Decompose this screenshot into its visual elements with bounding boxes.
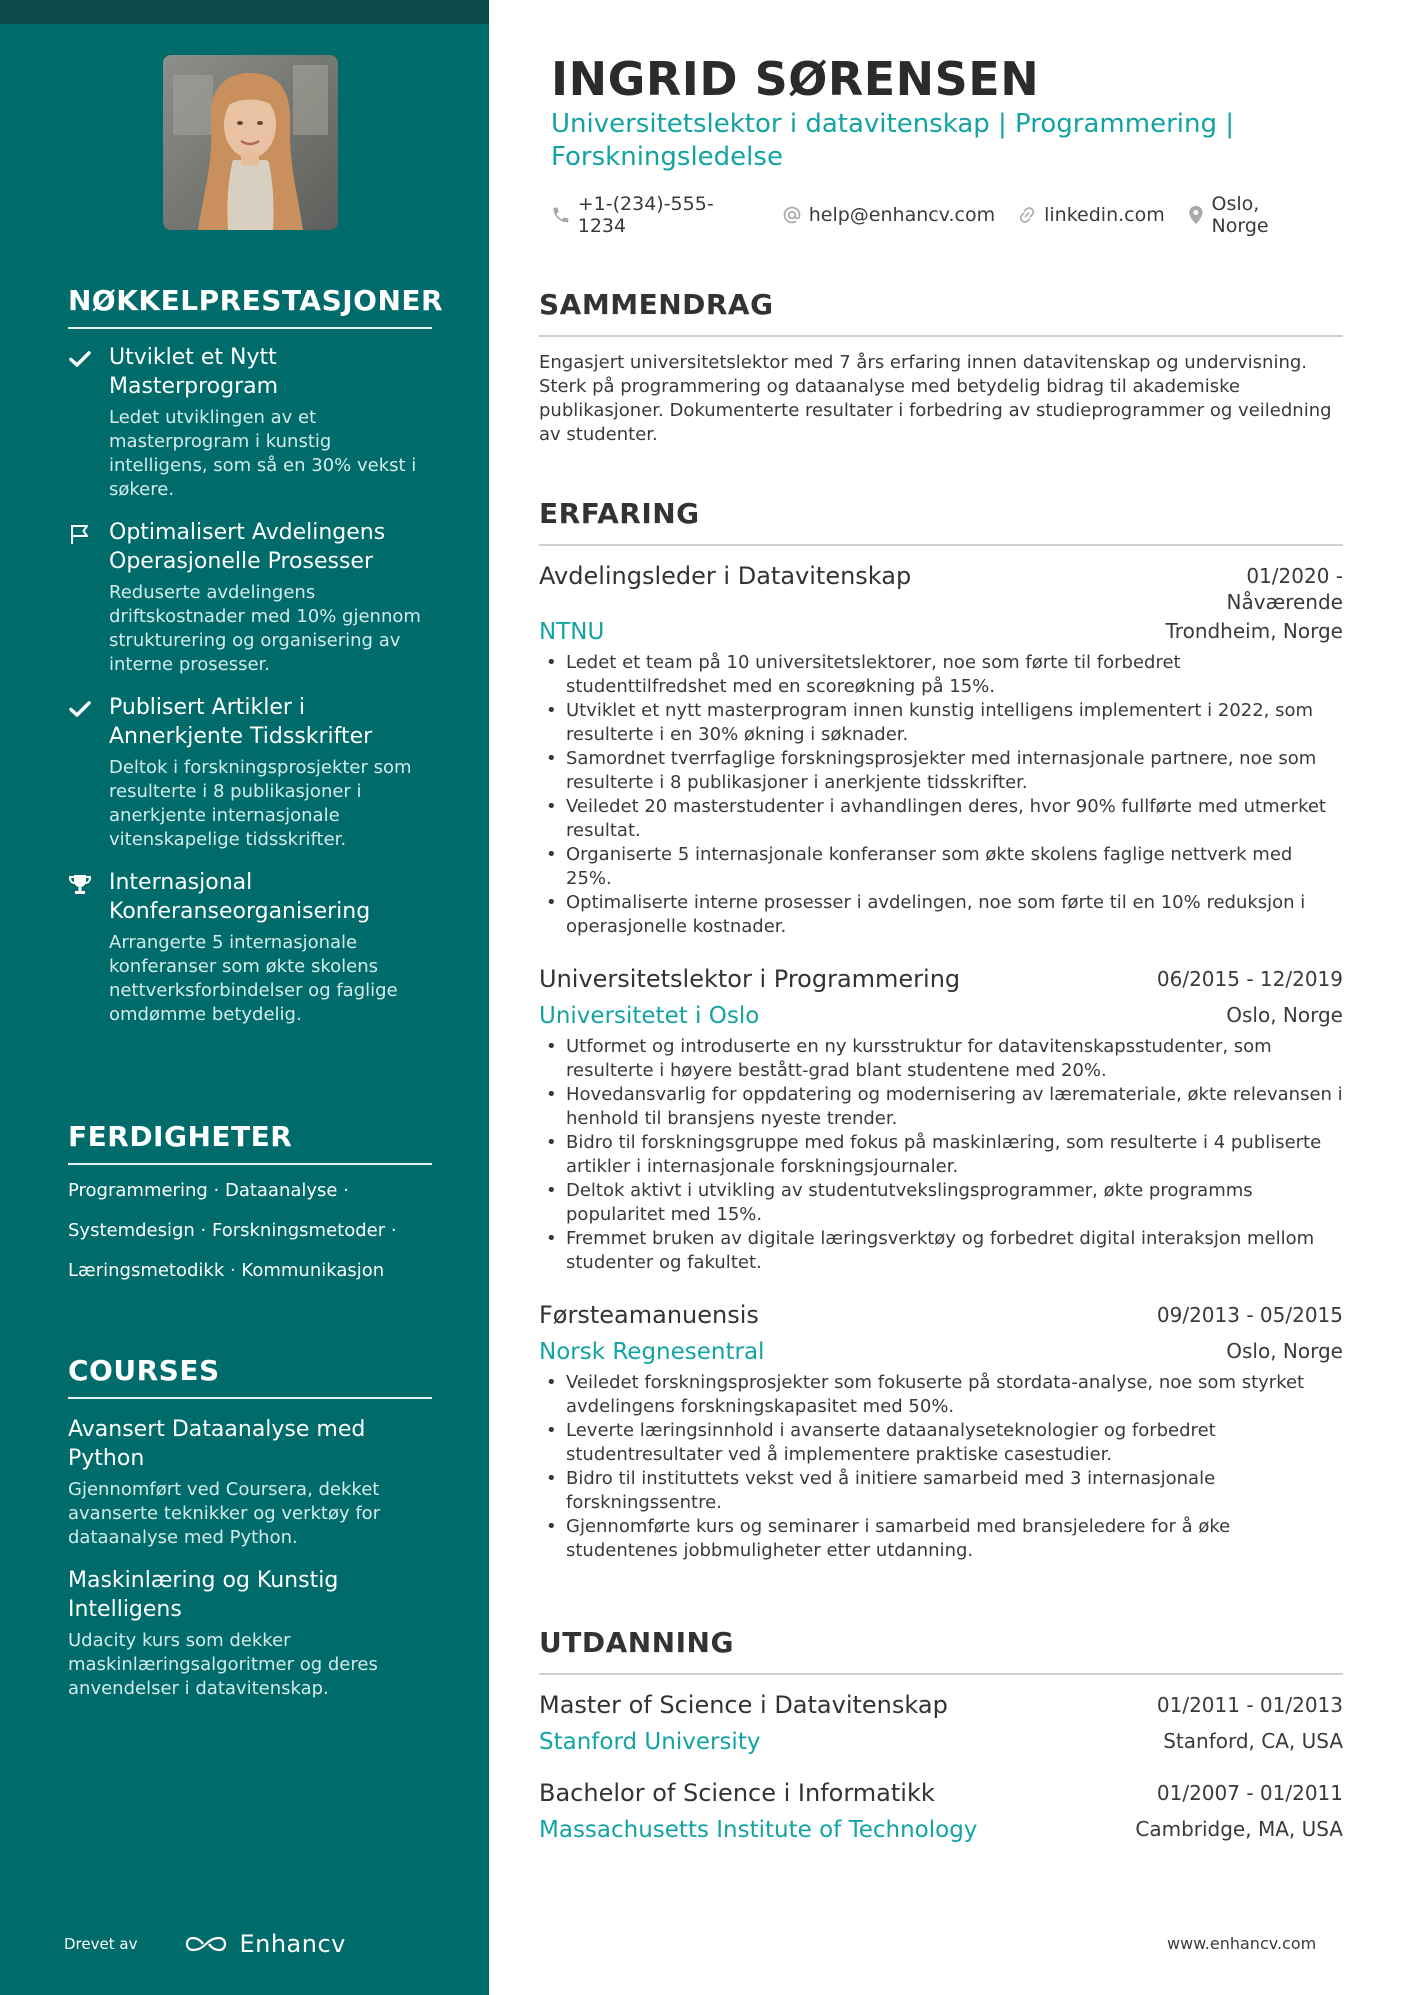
job-date: 09/2013 - 05/2015 [1156,1303,1343,1327]
summary-title: SAMMENDRAG [539,288,1343,337]
achievement-title: Optimalisert Avdelingens Operasjonelle Prosesser [109,520,386,574]
achievement-item [68,693,432,852]
email-text: help@enhancv.com [808,204,996,226]
candidate-name: INGRID SØRENSEN [551,52,1040,106]
job-date-start: 01/2020 - [1246,564,1343,588]
linkedin-text: linkedin.com [1044,204,1165,226]
trophy-icon [68,872,92,896]
experience-title: ERFARING [539,497,1343,546]
job-location: Trondheim, Norge [1165,619,1343,643]
skills-line: Programmering · Dataanalyse · [68,1180,349,1201]
skills-line: Læringsmetodikk · Kommunikasjon [68,1260,385,1281]
location-pin-icon [1187,205,1205,225]
school-name: Stanford University [539,1729,761,1755]
achievement-item [68,868,432,1027]
degree-title: Bachelor of Science i Informatikk [539,1779,935,1807]
bullet-item: • Fremmet bruken av digitale læringsverktøy og forbedret digital interaksjon mellom studenter og fakultet. [539,1227,1343,1275]
skills-title: FERDIGHETER [68,1120,432,1165]
sidebar [0,0,489,1995]
powered-by-label: Drevet av [64,1935,138,1953]
link-icon [1017,205,1037,225]
skills-line: Systemdesign · Forskningsmetoder · [68,1220,397,1241]
achievement-desc: Deltok i forskningsprosjekter som resulterte i 8 publikasjoner i anerkjente internasjonale vitenskapelige tidsskrifter. [109,757,412,850]
bullet-item: • Hovedansvarlig for oppdatering og modernisering av læremateriale, økte relevansen i henhold til bransjens nyeste trender. [539,1083,1343,1131]
bullet-item: • Utviklet et nytt masterprogram innen kunstig intelligens implementert i 2022, som resulterte i en 30% økning i søknader. [539,699,1343,747]
degree-title: Master of Science i Datavitenskap [539,1691,948,1719]
education-title: UTDANNING [539,1626,1343,1675]
bullet-item: • Samordnet tverrfaglige forskningsprosjekter med internasjonale partnere, noe som resulterte i 8 publikasjoner i anerkjente tidsskrifter. [539,747,1343,795]
phone-icon [551,205,571,225]
education-entry [539,1689,1343,1757]
at-icon [782,205,802,225]
bullet-item: • Deltok aktivt i utvikling av studentutvekslingsprogrammer, økte programms popularitet med 15%. [539,1179,1343,1227]
bullet-item: • Utformet og introduserte en ny kursstruktur for datavitenskapsstudenter, som resulterte i høyere bestått-grad blant studentene med 20%. [539,1035,1343,1083]
contact-email[interactable] [782,204,995,226]
bullet-item: • Organiserte 5 internasjonale konferanser som økte skolens faglige nettverk med 25%. [539,843,1343,891]
job-title: Førsteamanuensis [539,1301,759,1329]
job-entry [539,963,1343,1275]
achievement-item [68,343,432,502]
bullet-item: • Leverte læringsinnhold i avanserte dataanalyseteknologier og forbedret studentresultater ved å implementere praktiske casestudier. [539,1419,1343,1467]
enhancv-logo-icon [183,1932,229,1956]
education-section [539,1626,1343,1845]
school-location: Stanford, CA, USA [1163,1729,1343,1753]
skills-section [68,1120,432,1299]
brand-name: Enhancv [239,1930,346,1958]
achievement-title: Internasjonal Konferanseorganisering [109,870,371,924]
company-name: NTNU [539,619,605,645]
achievements-section [68,284,444,1027]
job-bullets [539,1035,1343,1275]
job-date: 06/2015 - 12/2019 [1156,967,1343,991]
bullet-item: • Veiledet 20 masterstudenter i avhandlingen deres, hvor 90% fullførte med utmerket resultat. [539,795,1343,843]
education-date: 01/2011 - 01/2013 [1156,1693,1343,1717]
contact-bar [551,193,1343,237]
contact-location [1187,193,1321,237]
flag-icon [68,522,92,546]
job-title: Universitetslektor i Programmering [539,965,961,993]
company-name: Norsk Regnesentral [539,1339,765,1365]
achievement-item [68,518,432,677]
achievement-desc: Reduserte avdelingens driftskostnader med 10% gjennom strukturering og organisering av interne prosesser. [109,582,421,675]
job-date-end: Nåværende [1226,590,1343,614]
profile-photo [163,55,338,230]
course-item [68,1415,432,1550]
achievement-title: Utviklet et Nytt Masterprogram [109,345,279,399]
contact-linkedin[interactable] [1017,204,1165,226]
check-icon [68,347,92,371]
course-desc: Gjennomført ved Coursera, dekket avanserte teknikker og verktøy for dataanalyse med Python. [68,1479,381,1548]
course-title: Avansert Dataanalyse med Python [68,1417,366,1471]
achievement-title: Publisert Artikler i Annerkjente Tidsskrifter [109,695,373,749]
sidebar-top-bar [0,0,489,24]
courses-title: COURSES [68,1354,432,1399]
skills-list [68,1179,432,1283]
enhancv-logo[interactable] [183,1930,345,1958]
footer-url[interactable]: www.enhancv.com [1167,1934,1317,1953]
course-item [68,1566,432,1701]
course-title: Maskinlæring og Kunstig Intelligens [68,1568,339,1622]
bullet-item: • Gjennomførte kurs og seminarer i samarbeid med bransjeledere for å øke studentenes jobbmuligheter etter utdanning. [539,1515,1343,1563]
company-name: Universitetet i Oslo [539,1003,760,1029]
powered-by [64,1930,346,1958]
bullet-item: • Veiledet forskningsprosjekter som fokuserte på stordata-analyse, noe som styrket avdelingens forskningskapasitet med 50%. [539,1371,1343,1419]
phone-text: +1-(234)-555-1234 [577,193,714,237]
experience-section [539,497,1343,1563]
job-location: Oslo, Norge [1226,1339,1343,1363]
job-date [1227,563,1343,615]
education-entry [539,1777,1343,1845]
achievement-desc: Arrangerte 5 internasjonale konferanser som økte skolens nettverksforbindelser og faglige omdømme betydelig. [109,932,398,1025]
job-entry [539,560,1343,939]
bullet-item: • Ledet et team på 10 universitetslektorer, noe som førte til forbedret studenttilfredshet med en scoreøkning på 15%. [539,651,1343,699]
achievement-desc: Ledet utviklingen av et masterprogram i kunstig intelligens, som så en 30% vekst i søkere. [109,407,417,500]
course-desc: Udacity kurs som dekker maskinlæringsalgoritmer og deres anvendelser i datavitenskap. [68,1630,378,1699]
school-location: Cambridge, MA, USA [1135,1817,1343,1841]
school-name: Massachusetts Institute of Technology [539,1817,978,1843]
job-bullets [539,1371,1343,1563]
job-entry [539,1299,1343,1563]
achievements-title: NØKKELPRESTASJONER [68,284,432,329]
contact-phone[interactable] [551,193,760,237]
bullet-item: • Bidro til forskningsgruppe med fokus på maskinlæring, som resulterte i 4 publiserte artikler i internasjonale forskningsjournaler. [539,1131,1343,1179]
location-text: Oslo, Norge [1211,193,1269,237]
summary-text: Engasjert universitetslektor med 7 års erfaring innen datavitenskap og undervisning. Sterk på programmering og dataanalyse med betydelig bidrag til akademiske publikasjoner. Dokumenterte resultater i forbedring av studieprogrammer og veiledning av studenter. [539,352,1332,445]
job-bullets [539,651,1343,939]
job-location: Oslo, Norge [1226,1003,1343,1027]
job-title: Avdelingsleder i Datavitenskap [539,562,912,590]
bullet-item: • Bidro til instituttets vekst ved å initiere samarbeid med 3 internasjonale forskningssentre. [539,1467,1343,1515]
candidate-headline: Universitetslektor i datavitenskap | Programmering | Forskningsledelse [551,109,1234,172]
summary-section [539,288,1343,447]
education-date: 01/2007 - 01/2011 [1156,1781,1343,1805]
bullet-item: • Optimaliserte interne prosesser i avdelingen, noe som førte til en 10% reduksjon i operasjonelle kostnader. [539,891,1343,939]
check-icon [68,697,92,721]
courses-section [68,1354,432,1701]
